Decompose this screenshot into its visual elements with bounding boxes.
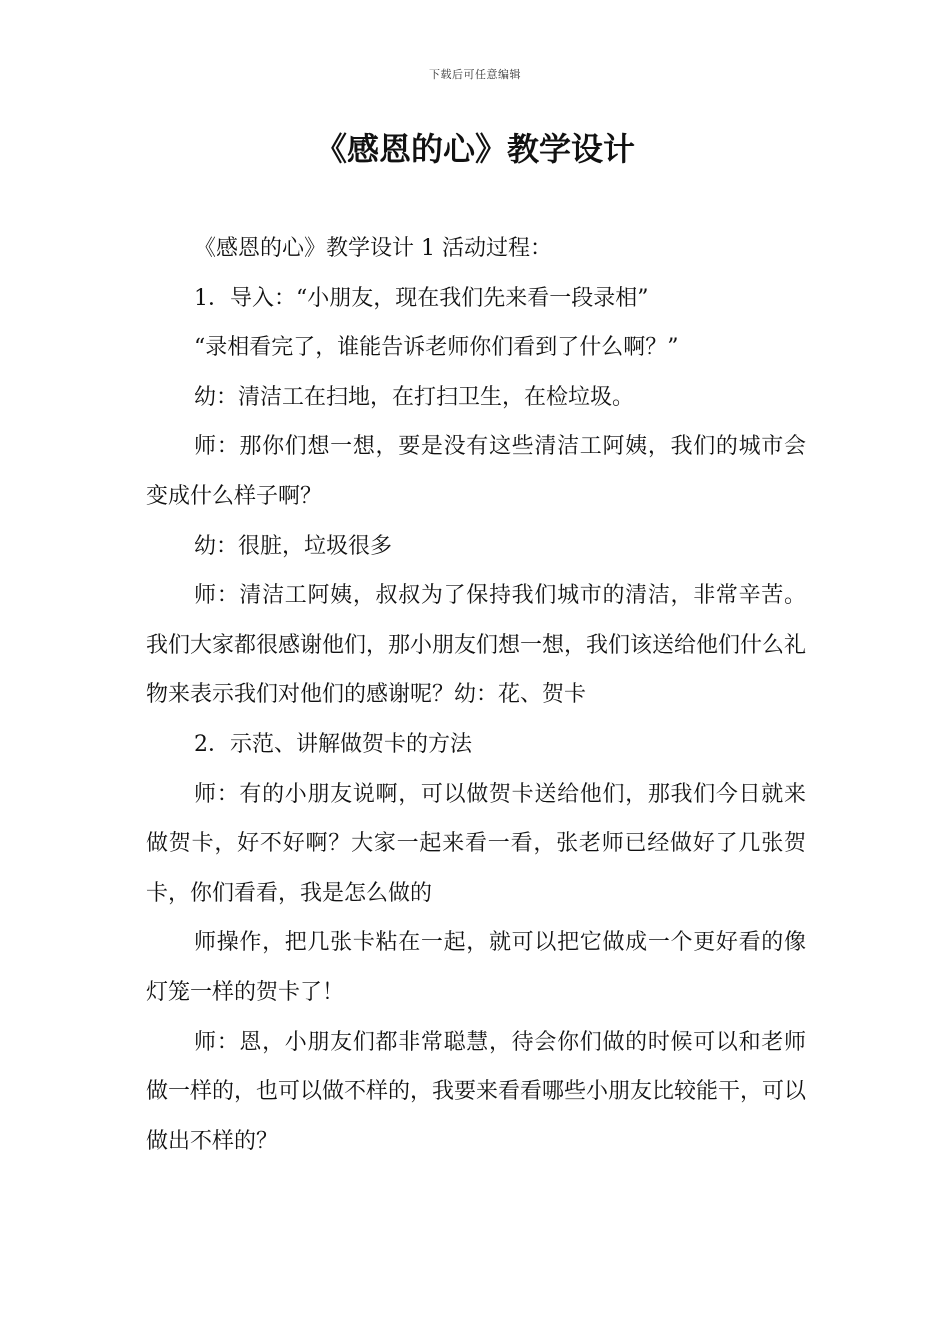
paragraph-child-answer: 幼：很脏，垃圾很多 xyxy=(194,533,393,559)
paragraph-intro: 《感恩的心》教学设计 1 活动过程： xyxy=(194,236,552,261)
paragraph-teacher-operation: 师操作，把几张卡粘在一起，就可以把它做成一个更好看的像灯笼一样的贺卡了！ xyxy=(146,930,806,1005)
paragraph-step1: 1．导入：“小朋友，现在我们先来看一段录相” xyxy=(194,285,649,311)
paragraph-child-answer: 幼：清洁工在扫地，在打扫卫生，在检垃圾。 xyxy=(194,384,635,410)
paragraph-teacher-question: 师：那你们想一想，要是没有这些清洁工阿姨，我们的城市会变成什么样子啊？ xyxy=(146,434,806,509)
document-body xyxy=(146,224,806,1166)
paragraph-teacher-praise: 师：恩，小朋友们都非常聪慧，待会你们做的时候可以和老师做一样的，也可以做不样的，我要来看看哪些小朋友比较能干，可以做出不样的？ xyxy=(146,1029,807,1154)
header-note: 下载后可任意编辑 xyxy=(429,68,521,81)
paragraph-step2: 2．示范、讲解做贺卡的方法 xyxy=(194,731,472,757)
document-title: 《感恩的心》教学设计 xyxy=(314,130,635,168)
paragraph-teacher-demo: 师：有的小朋友说啊，可以做贺卡送给他们，那我们今日就来做贺卡，好不好啊？大家一起来看一看，张老师已经做好了几张贺卡，你们看看，我是怎么做的 xyxy=(146,781,806,906)
paragraph-question: “录相看完了，谁能告诉老师你们看到了什么啊？” xyxy=(194,335,679,361)
paragraph-teacher-explain: 师：清洁工阿姨，叔叔为了保持我们城市的清洁，非常辛苦。我们大家都很感谢他们，那小朋友们想一想，我们该送给他们什么礼物来表示我们对他们的感谢呢？幼：花、贺卡 xyxy=(146,583,807,708)
